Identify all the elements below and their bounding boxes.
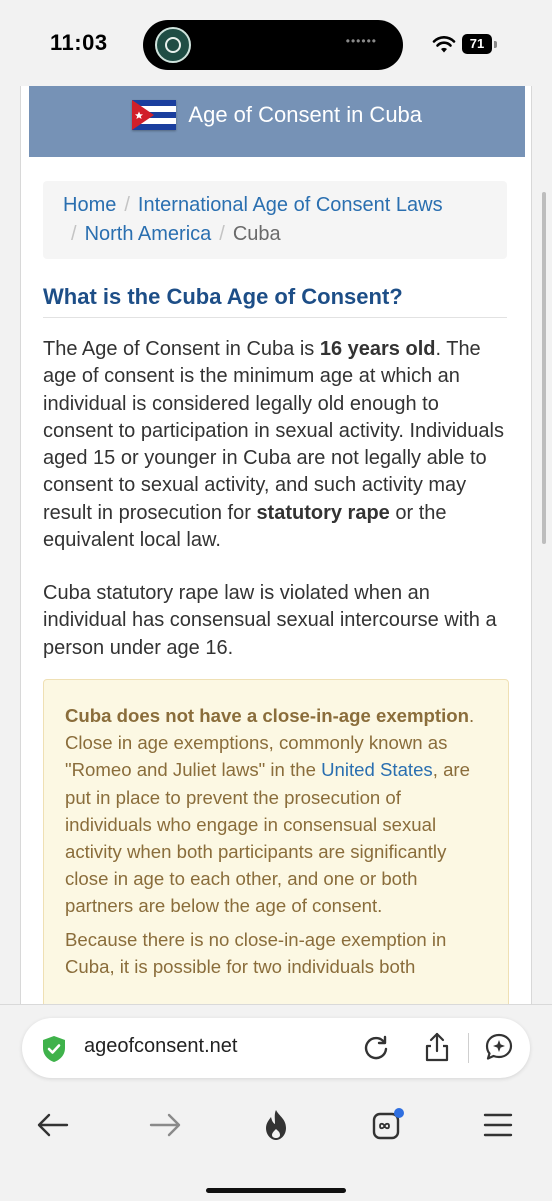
forward-arrow-icon[interactable]: [145, 1105, 185, 1145]
statutory-paragraph: Cuba statutory rape law is violated when an individual has consensual sexual intercourse with a person under age 16.: [43, 582, 497, 659]
breadcrumb-international-link[interactable]: International Age of Consent Laws: [137, 194, 443, 216]
wifi-icon: [432, 36, 456, 54]
shield-check-icon: [39, 1034, 69, 1064]
dynamic-island: [143, 20, 403, 70]
breadcrumb-current: Cuba: [232, 223, 281, 245]
web-viewport: [0, 86, 552, 1004]
intro-text: The Age of Consent in Cuba is: [43, 338, 320, 360]
site-title: Age of Consent in Cuba: [188, 102, 423, 127]
alert-paragraph-2: Because there is no close-in-age exemption in Cuba, it is possible for two individuals both: [65, 928, 447, 977]
alert-text: , are put in place to prevent the prosecution of individuals who engage in consensual sexual activity when both participants are significantly close in age to each other, and one or both partners are below the age of consent.: [65, 759, 470, 917]
intro-paragraph: [43, 336, 509, 554]
toolbar-divider: [468, 1033, 469, 1063]
close-in-age-alert: [43, 679, 509, 1004]
breadcrumb-separator: /: [219, 223, 225, 245]
ai-chat-icon[interactable]: [484, 1032, 514, 1062]
address-bar[interactable]: [22, 1018, 530, 1078]
breadcrumb-separator: /: [124, 194, 130, 216]
statutory-rape-term: statutory rape: [256, 501, 390, 524]
alert-text: . Close in age exemptions, commonly known as "Romeo and Juliet laws" in the: [65, 705, 475, 781]
status-bar: [0, 0, 552, 86]
home-indicator: [206, 1188, 346, 1193]
clock: 11:03: [50, 30, 108, 55]
cuba-flag-icon: [132, 100, 176, 130]
article-heading: What is the Cuba Age of Consent?: [43, 284, 507, 318]
url-text: ageofconsent.net: [84, 1035, 238, 1057]
breadcrumb: [43, 181, 507, 259]
menu-icon[interactable]: [478, 1105, 518, 1145]
back-arrow-icon[interactable]: [33, 1105, 73, 1145]
age-value: 16 years old: [319, 338, 436, 360]
united-states-link[interactable]: United States: [321, 759, 433, 781]
breadcrumb-region-link[interactable]: North America: [84, 223, 212, 245]
intro-text: or the equivalent local law.: [43, 501, 447, 552]
island-dots-icon: ••••••: [345, 34, 377, 48]
flame-icon[interactable]: [256, 1105, 296, 1145]
alert-bold: Cuba does not have a close-in-age exemption: [65, 705, 469, 726]
scrollbar[interactable]: [542, 192, 546, 544]
page-content: [20, 86, 532, 1004]
battery-icon: 71: [462, 34, 492, 54]
browser-nav: [0, 1105, 552, 1145]
tabs-icon[interactable]: [368, 1105, 408, 1145]
reload-icon[interactable]: [362, 1034, 390, 1062]
alert-paragraph: [65, 702, 487, 920]
battery-tip: [494, 41, 497, 48]
browser-toolbar: [0, 1004, 552, 1201]
share-icon[interactable]: [422, 1031, 452, 1063]
app-badge-icon: [155, 27, 191, 63]
site-header[interactable]: [29, 86, 525, 157]
breadcrumb-home-link[interactable]: Home: [63, 194, 117, 216]
breadcrumb-separator: /: [71, 223, 77, 245]
intro-text: . The age of consent is the minimum age at which an individual is considered legally old enough to consent to participation in sexual activity. Individuals aged 15 or younger in Cuba are not legally able to consent to sexual activity, and such activity may result in prosecution for: [43, 338, 504, 524]
